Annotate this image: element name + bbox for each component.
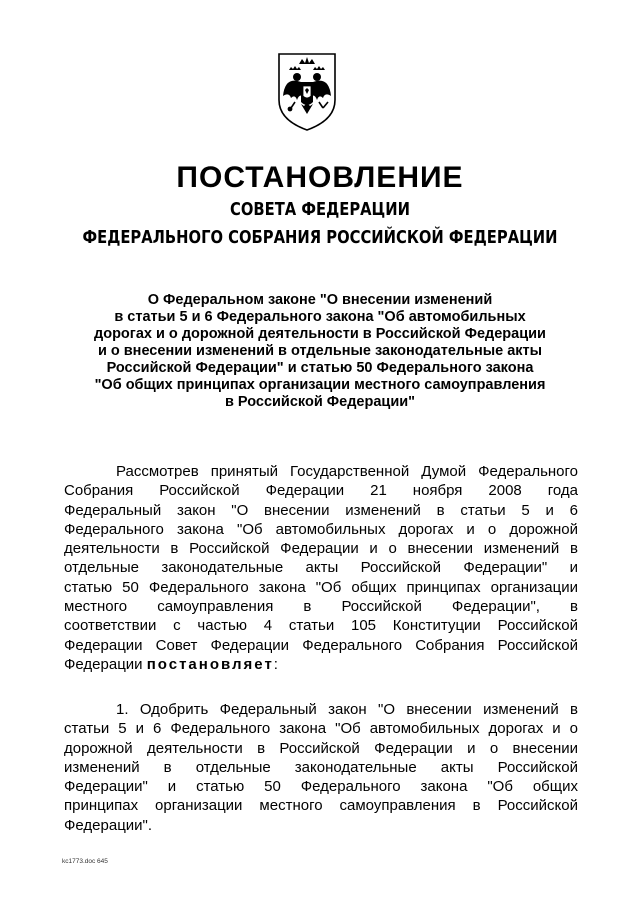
issuer-line-1: СОВЕТА ФЕДЕРАЦИИ [230,199,410,220]
paragraph-line: изменений в отдельные законодательные акты Российской [64,758,578,776]
subject-line: и о внесении изменений в отдельные законодательные акты [97,343,543,359]
coat-of-arms-icon [275,50,339,132]
resolution-prefix: Федерации [64,655,147,673]
paragraph-line: дорожной деятельности в Российской Федерации и о внесении [64,739,578,757]
subject-line: Российской Федерации" и статью 50 Федерального закона [106,360,534,376]
paragraph-line: Федерации". [64,816,153,834]
paragraph-line: Рассмотрев принятый Государственной Думой Федерального [116,463,578,480]
paragraph-line: статью 50 Федерального закона "Об общих принципах организации [64,578,578,596]
issuer-line-2: ФЕДЕРАЛЬНОГО СОБРАНИЯ РОССИЙСКОЙ ФЕДЕРАЦИИ [82,227,558,248]
paragraph-line: Федеральный закон "О внесении изменений в статьи 5 и 6 [64,501,578,519]
paragraph-line: 1. Одобрить Федеральный закон "О внесении изменений в [116,701,578,718]
file-reference: kc1773.doc 645 [62,858,108,865]
paragraph-line: Собрания Российской Федерации 21 ноября 2008 года [64,482,578,500]
paragraph-line [64,655,578,674]
resolution-verb: постановляет [146,655,274,673]
preamble-paragraph [64,462,578,674]
paragraph-line: Федерального закона "Об автомобильных дорогах и о дорожной [64,520,578,538]
subject-line: в статьи 5 и 6 Федерального закона "Об автомобильных [114,309,526,325]
paragraph-line: соответствии с частью 4 статьи 105 Конституции Российской [64,617,578,635]
document-title: ПОСТАНОВЛЕНИЕ [176,161,464,194]
subject-line: "Об общих принципах организации местного самоуправления [94,377,546,393]
paragraph-line: Федерации" и статью 50 Федерального закона "Об общих [64,778,578,796]
paragraph-line: местного самоуправления в Российской Федерации", в [64,598,578,616]
paragraph-line: Федерации Совет Федерации Федерального Собрания Российской [64,636,578,654]
paragraph-line: отдельные законодательные акты Российской Федерации" и [64,559,578,577]
paragraph-line: статьи 5 и 6 Федерального закона "Об автомобильных дорогах и о [64,720,578,738]
subject-line: дорогах и о дорожной деятельности в Российской Федерации [94,326,546,342]
subject-line: в Российской Федерации" [224,394,416,410]
subject-line: О Федеральном законе "О внесении изменений [147,292,493,308]
resolution-colon: : [273,655,278,673]
resolution-item-1 [64,700,578,835]
document-subject [70,292,570,411]
paragraph-line: принципах организации местного самоуправления в Российской [64,797,578,815]
paragraph-line: деятельности в Российской Федерации и о внесении изменений в [64,540,578,558]
